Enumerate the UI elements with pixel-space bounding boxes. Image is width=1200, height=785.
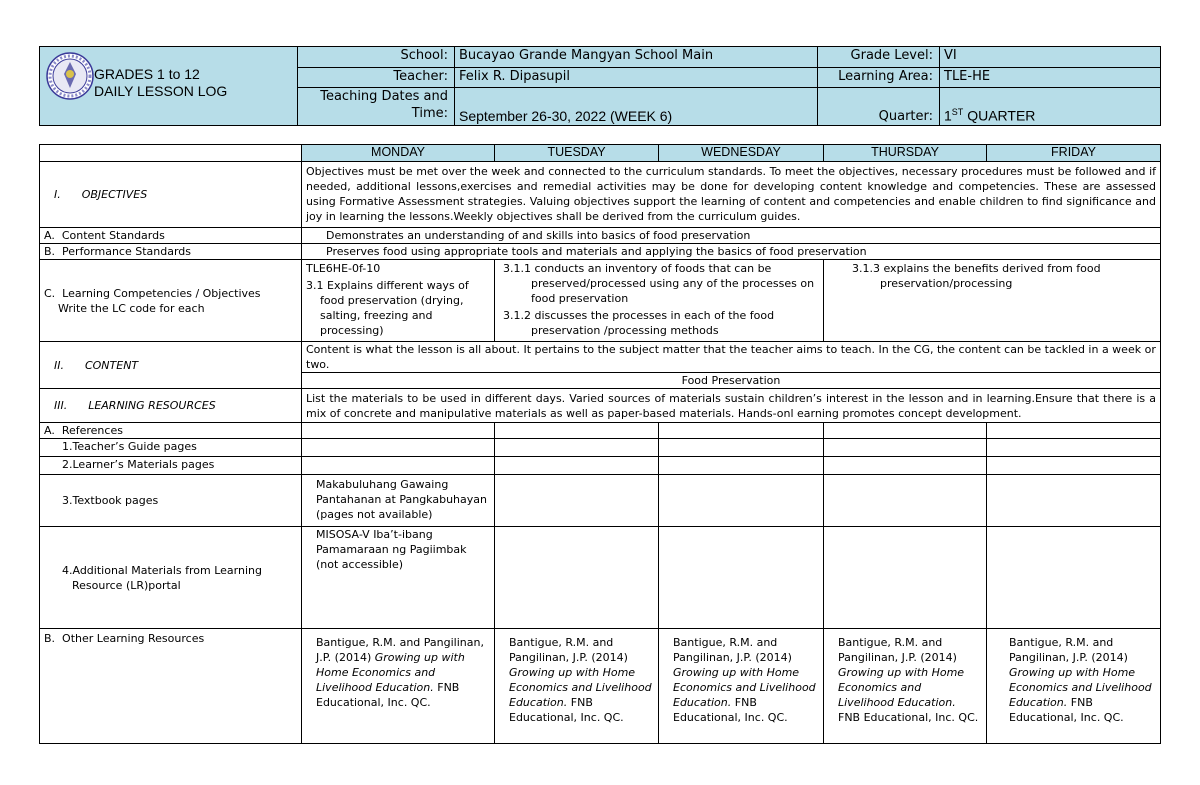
teacher-label: Teacher: <box>298 68 455 88</box>
quarter-suffix: ST <box>951 107 964 118</box>
quarter-number: 1 <box>944 108 952 124</box>
olr-monday <box>302 629 495 744</box>
olr-publisher: FNB Educational, Inc. QC. <box>1009 696 1124 724</box>
cell <box>302 439 495 457</box>
olr-publisher: FNB Educational, Inc. QC. <box>838 711 979 724</box>
cell <box>659 527 824 629</box>
header-table <box>39 46 1161 126</box>
objectives-text: Objectives must be met over the week and connected to the curriculum standards. To meet the objectives, necessary procedures must be followed and if needed, additional lessons,exercises and remedial activities may be done for developing content knowledge and competencies. These are assessed using Formative Assessment strategies. Valuing objectives support the learning of content and competencies and enable children to find significance and joy in learning the lessons.Weekly objectives shall be derived from the curriculum guides. <box>302 162 1161 228</box>
learning-area-label: Learning Area: <box>818 68 940 88</box>
title-line-2: DAILY LESSON LOG <box>94 83 228 99</box>
quarter-label: Quarter: <box>818 88 940 126</box>
lc-tuesday-1: 3.1.1 conducts an inventory of foods that can be preserved/processed using any of the processes on food preservation <box>503 262 815 305</box>
cell <box>659 457 824 475</box>
cell <box>824 439 987 457</box>
content-standards-label: A. Content Standards <box>40 228 302 244</box>
content-label: II. CONTENT <box>40 342 302 389</box>
references-label: A. References <box>40 423 302 439</box>
cell <box>824 457 987 475</box>
cell <box>495 527 659 629</box>
cell <box>302 457 495 475</box>
olr-publisher: FNB Educational, Inc. QC. <box>316 681 460 709</box>
teaching-dates-label-2: Time: <box>411 106 448 121</box>
deped-seal-icon <box>46 52 94 100</box>
olr-title: Growing up with Home Economics and Livelihood Education. <box>316 651 465 694</box>
teaching-dates-label <box>298 88 455 126</box>
objectives-label: I. OBJECTIVES <box>40 162 302 228</box>
cell <box>659 475 824 527</box>
olr-author: Bantigue, R.M. and Pangilinan, J.P. (2014) <box>673 636 792 664</box>
am-label-2: Resource (LR)portal <box>72 578 181 592</box>
lc-tuesday <box>495 260 824 342</box>
am-label-1: 4.Additional Materials from Learning <box>62 563 262 577</box>
lc-thursday <box>824 260 1161 342</box>
performance-standards-text: Preserves food using appropriate tools and materials and applying the basics of food preservation <box>302 244 1161 260</box>
lc-monday <box>302 260 495 342</box>
day-thursday: THURSDAY <box>824 145 987 162</box>
content-topic: Food Preservation <box>302 373 1161 389</box>
day-wednesday: WEDNESDAY <box>659 145 824 162</box>
lc-code: TLE6HE-0f-10 <box>306 262 381 275</box>
lesson-log-table <box>39 144 1161 744</box>
lc-label-2: Write the LC code for each <box>58 301 205 315</box>
cell <box>987 527 1161 629</box>
content-text: Content is what the lesson is all about. It pertains to the subject matter that the teacher aims to teach. In the CG, the content can be tackled in a week or two. <box>302 342 1161 373</box>
learners-materials-label: 2.Learner’s Materials pages <box>40 457 302 475</box>
title-line-1: GRADES 1 to 12 <box>94 66 200 82</box>
olr-wednesday <box>659 629 824 744</box>
olr-title: Growing up with Home Economics and Livelihood Education. <box>838 666 965 709</box>
cell <box>824 423 987 439</box>
cell <box>987 475 1161 527</box>
olr-publisher: FNB Educational, Inc. QC. <box>673 696 788 724</box>
additional-materials-monday: MISOSA-V Iba’t-ibang Pamamaraan ng Pagiimbak (not accessible) <box>302 527 495 629</box>
content-standards-text: Demonstrates an understanding of and skills into basics of food preservation <box>302 228 1161 244</box>
learning-resources-text: List the materials to be used in different days. Varied sources of materials sustain children’s interest in the lesson and in learning.Ensure that there is a mix of concrete and manipulative materials as well as paper-based materials. Hands-onl earning promotes concept development. <box>302 389 1161 423</box>
quarter-value <box>940 88 1161 126</box>
cell <box>824 475 987 527</box>
textbook-pages-label: 3.Textbook pages <box>40 475 302 527</box>
learning-resources-label: III. LEARNING RESOURCES <box>40 389 302 423</box>
olr-author: Bantigue, R.M. and Pangilinan, J.P. (2014) <box>316 636 484 664</box>
cell <box>495 475 659 527</box>
teacher-value: Felix R. Dipasupil <box>455 68 818 88</box>
olr-author: Bantigue, R.M. and Pangilinan, J.P. (2014) <box>838 636 957 664</box>
cell <box>659 423 824 439</box>
school-label: School: <box>298 47 455 68</box>
cell <box>495 457 659 475</box>
lc-thursday-text: 3.1.3 explains the benefits derived from food preservation/processing <box>852 262 1101 290</box>
day-friday: FRIDAY <box>987 145 1161 162</box>
olr-author: Bantigue, R.M. and Pangilinan, J.P. (2014) <box>1009 636 1128 664</box>
olr-author: Bantigue, R.M. and Pangilinan, J.P. (2014) <box>509 636 628 664</box>
other-learning-resources-label: B. Other Learning Resources <box>40 629 302 744</box>
cell <box>302 423 495 439</box>
teaching-dates-value: September 26-30, 2022 (WEEK 6) <box>455 88 818 126</box>
learning-area-value: TLE-HE <box>940 68 1161 88</box>
additional-materials-label <box>40 527 302 629</box>
olr-friday <box>987 629 1161 744</box>
textbook-monday: Makabuluhang Gawaing Pantahanan at Pangkabuhayan (pages not available) <box>302 475 495 527</box>
olr-publisher: FNB Educational, Inc. QC. <box>509 696 624 724</box>
olr-title: Growing up with Home Economics and Livelihood Education. <box>673 666 816 709</box>
teaching-dates-label-1: Teaching Dates and <box>320 89 448 104</box>
cell <box>495 423 659 439</box>
cell <box>824 527 987 629</box>
olr-thursday <box>824 629 987 744</box>
school-value: Bucayao Grande Mangyan School Main <box>455 47 818 68</box>
corner-cell <box>40 145 302 162</box>
performance-standards-label: B. Performance Standards <box>40 244 302 260</box>
lc-monday-text: 3.1 Explains different ways of food preservation (drying, salting, freezing and processing) <box>306 279 469 337</box>
cell <box>987 423 1161 439</box>
quarter-text: QUARTER <box>963 108 1036 124</box>
olr-title: Growing up with Home Economics and Livelihood Education. <box>509 666 652 709</box>
day-monday: MONDAY <box>302 145 495 162</box>
header-brand <box>40 47 298 126</box>
cell <box>987 457 1161 475</box>
olr-tuesday <box>495 629 659 744</box>
cell <box>987 439 1161 457</box>
grade-level-label: Grade Level: <box>818 47 940 68</box>
cell <box>659 439 824 457</box>
day-tuesday: TUESDAY <box>495 145 659 162</box>
lc-tuesday-2: 3.1.2 discusses the processes in each of the food preservation /processing methods <box>503 309 775 337</box>
learning-competencies-label <box>40 260 302 342</box>
teachers-guide-label: 1.Teacher’s Guide pages <box>40 439 302 457</box>
cell <box>495 439 659 457</box>
grade-level-value: VI <box>940 47 1161 68</box>
olr-title: Growing up with Home Economics and Livelihood Education. <box>1009 666 1152 709</box>
lc-label-1: C. Learning Competencies / Objectives <box>44 286 261 300</box>
